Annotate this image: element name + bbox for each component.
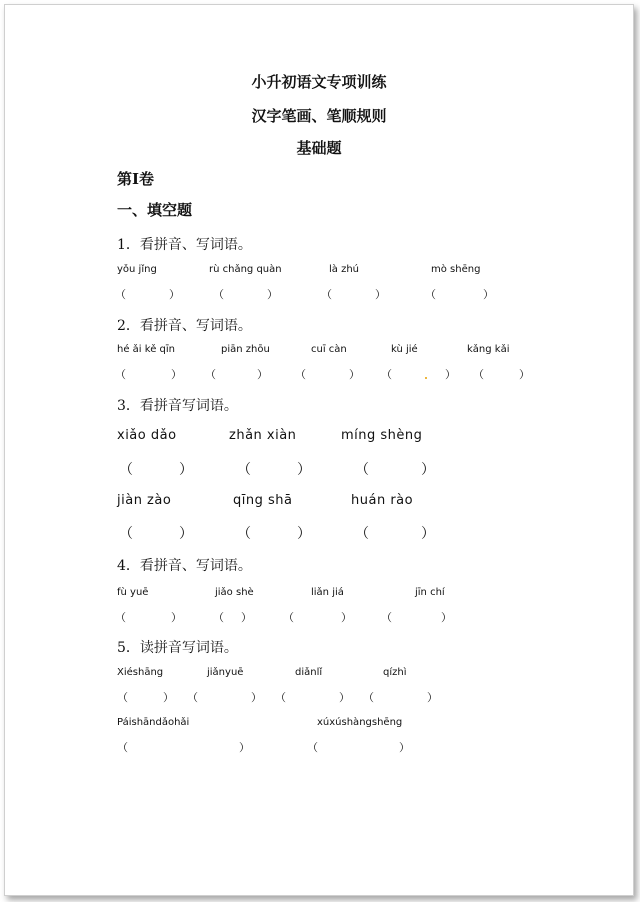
pinyin-item: jīn chí bbox=[415, 587, 445, 598]
pinyin-item: qīng shā bbox=[233, 493, 293, 508]
answer-paren-close: ） bbox=[421, 462, 435, 478]
answer-paren-close: ） bbox=[421, 526, 435, 542]
volume-label: 第Ⅰ卷 bbox=[117, 170, 155, 188]
pinyin-item: rù chǎng quàn bbox=[209, 264, 282, 275]
subtitle: 汉字笔画、笔顺规则 bbox=[251, 107, 387, 125]
answer-paren-open: （ bbox=[381, 611, 392, 624]
answer-paren-close: ） bbox=[241, 611, 252, 624]
answer-paren-close: ） bbox=[483, 288, 494, 301]
pinyin-item: yǒu jǐng bbox=[117, 264, 157, 275]
answer-paren-open: （ bbox=[119, 526, 133, 542]
answer-paren-open: （ bbox=[237, 462, 251, 478]
pinyin-item: hé ǎi kě qīn bbox=[117, 344, 175, 355]
answer-paren-close: ） bbox=[341, 611, 352, 624]
answer-paren-close: ） bbox=[169, 288, 180, 301]
answer-paren-open: （ bbox=[213, 288, 224, 301]
pinyin-item: piān zhōu bbox=[221, 344, 270, 355]
answer-paren-open: （ bbox=[115, 288, 126, 301]
pinyin-item: kǎng kǎi bbox=[467, 344, 510, 355]
pinyin-item: jiǎo shè bbox=[215, 587, 254, 598]
answer-paren-open: （ bbox=[307, 741, 318, 754]
answer-paren-open: （ bbox=[363, 691, 374, 704]
answer-paren-close: ） bbox=[375, 288, 386, 301]
question-1-prompt: 1．看拼音、写词语。 bbox=[117, 237, 252, 253]
answer-paren-open: （ bbox=[473, 368, 484, 381]
question-5-prompt: 5．读拼音写词语。 bbox=[117, 640, 238, 656]
answer-paren-close: ） bbox=[519, 368, 530, 381]
answer-paren-open: （ bbox=[117, 691, 128, 704]
answer-paren-open: （ bbox=[283, 611, 294, 624]
pinyin-item: cuī càn bbox=[311, 344, 347, 355]
answer-paren-close: ） bbox=[297, 462, 311, 478]
answer-paren-close: ） bbox=[349, 368, 360, 381]
answer-paren-open: （ bbox=[321, 288, 332, 301]
worksheet-page bbox=[4, 4, 634, 896]
pinyin-item: là zhú bbox=[329, 264, 360, 275]
answer-paren-close: ） bbox=[441, 611, 452, 624]
stray-dot bbox=[425, 377, 427, 379]
answer-paren-open: （ bbox=[115, 611, 126, 624]
pinyin-item: diǎnlǐ bbox=[295, 667, 323, 678]
answer-paren-close: ） bbox=[257, 368, 268, 381]
answer-paren-open: （ bbox=[119, 462, 133, 478]
pinyin-item: fù yuē bbox=[117, 587, 149, 598]
answer-paren-close: ） bbox=[297, 526, 311, 542]
pinyin-item: zhǎn xiàn bbox=[229, 428, 297, 443]
answer-paren-close: ） bbox=[163, 691, 174, 704]
pinyin-item: Páishāndǎohǎi bbox=[117, 717, 190, 728]
answer-paren-close: ） bbox=[179, 526, 193, 542]
pinyin-item: jiàn zào bbox=[117, 493, 172, 508]
answer-paren-open: （ bbox=[117, 741, 128, 754]
answer-paren-open: （ bbox=[381, 368, 392, 381]
answer-paren-open: （ bbox=[187, 691, 198, 704]
answer-paren-open: （ bbox=[213, 611, 224, 624]
level-title: 基础题 bbox=[296, 139, 342, 157]
answer-paren-open: （ bbox=[237, 526, 251, 542]
pinyin-item: jiǎnyuē bbox=[207, 667, 244, 678]
answer-paren-close: ） bbox=[267, 288, 278, 301]
answer-paren-close: ） bbox=[251, 691, 262, 704]
pinyin-item: xiǎo dǎo bbox=[117, 428, 177, 443]
pinyin-item: kù jié bbox=[391, 344, 418, 355]
answer-paren-open: （ bbox=[115, 368, 126, 381]
pinyin-item: liǎn jiá bbox=[311, 587, 344, 598]
answer-paren-close: ） bbox=[179, 462, 193, 478]
answer-paren-open: （ bbox=[275, 691, 286, 704]
question-2-prompt: 2．看拼音、写词语。 bbox=[117, 318, 252, 334]
pinyin-item: qízhì bbox=[383, 667, 407, 678]
answer-paren-close: ） bbox=[171, 368, 182, 381]
pinyin-item: huán rào bbox=[351, 493, 414, 508]
answer-paren-close: ） bbox=[445, 368, 456, 381]
answer-paren-close: ） bbox=[239, 741, 250, 754]
pinyin-item: mò shēng bbox=[431, 264, 481, 275]
question-3-prompt: 3．看拼音写词语。 bbox=[117, 398, 238, 414]
section-heading: 一、填空题 bbox=[117, 201, 193, 219]
answer-paren-open: （ bbox=[205, 368, 216, 381]
answer-paren-open: （ bbox=[355, 526, 369, 542]
pinyin-item: míng shèng bbox=[341, 428, 423, 443]
question-4-prompt: 4．看拼音、写词语。 bbox=[117, 558, 252, 574]
answer-paren-close: ） bbox=[399, 741, 410, 754]
answer-paren-close: ） bbox=[171, 611, 182, 624]
pinyin-item: xúxúshàngshēng bbox=[317, 717, 403, 728]
answer-paren-close: ） bbox=[339, 691, 350, 704]
answer-paren-open: （ bbox=[355, 462, 369, 478]
main-title: 小升初语文专项训练 bbox=[251, 73, 387, 91]
pinyin-item: Xiéshāng bbox=[117, 667, 164, 678]
answer-paren-open: （ bbox=[295, 368, 306, 381]
answer-paren-close: ） bbox=[427, 691, 438, 704]
answer-paren-open: （ bbox=[425, 288, 436, 301]
